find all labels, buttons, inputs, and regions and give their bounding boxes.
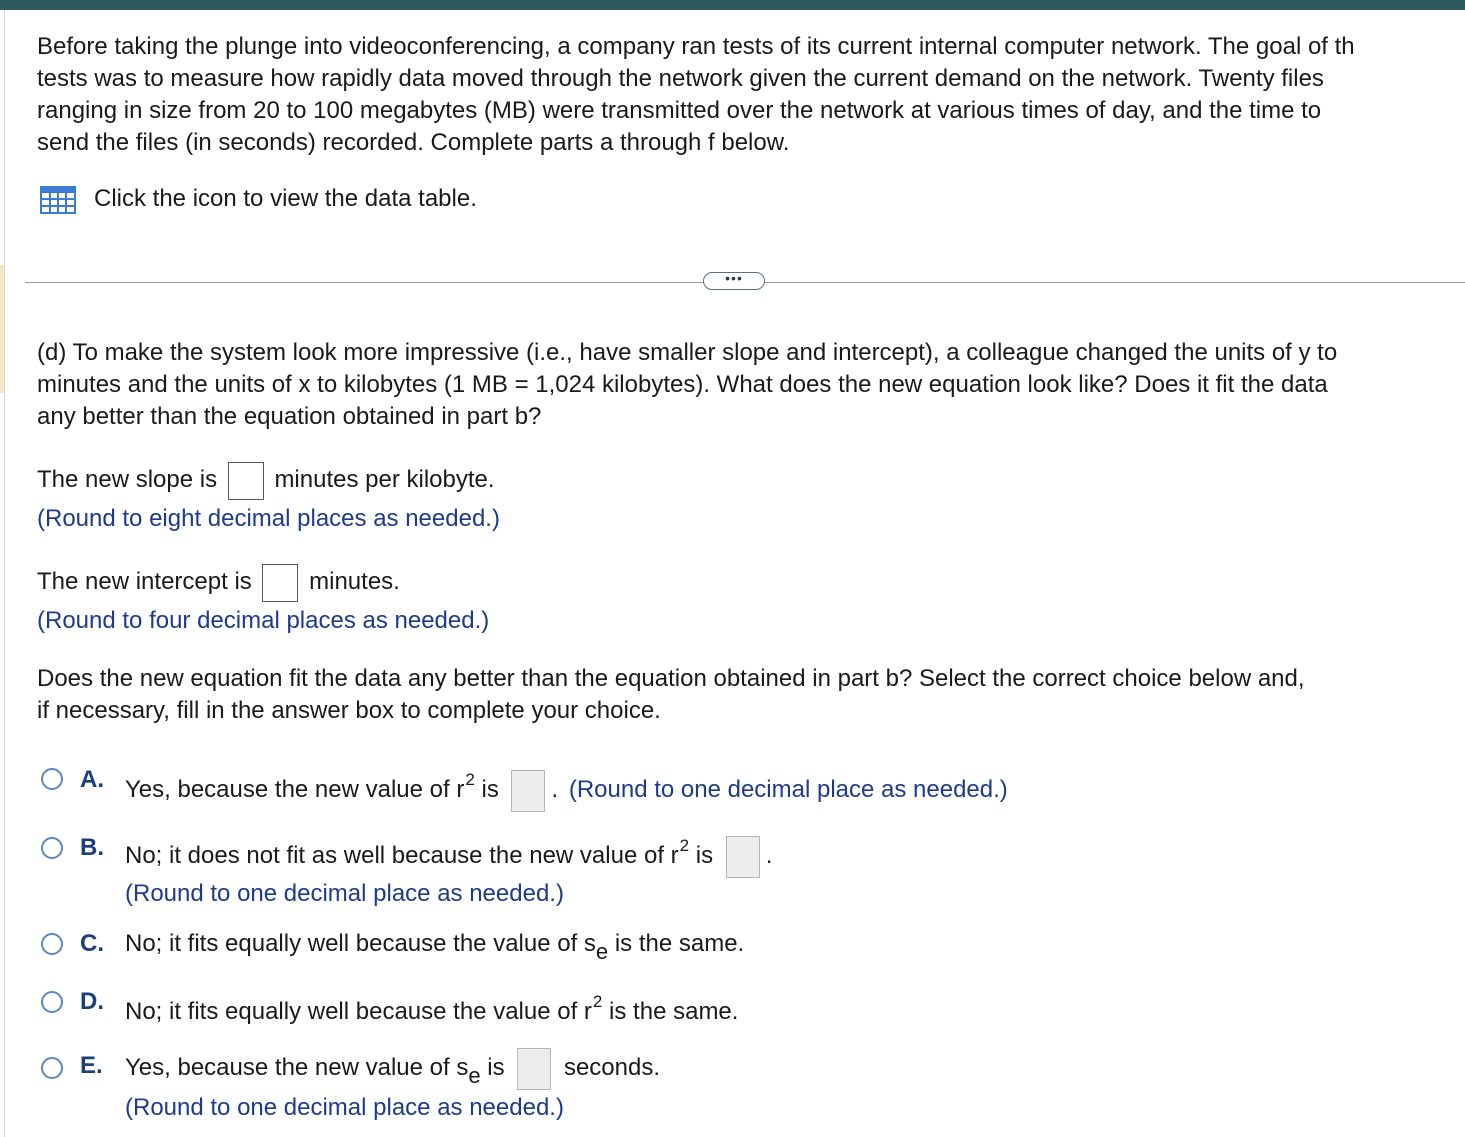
choice-a-answer-input[interactable] [511, 770, 545, 812]
choice-c-subscript: e [595, 939, 609, 964]
choice-e-subscript: e [468, 1063, 481, 1088]
choice-a-superscript: 2 [465, 770, 475, 789]
choice-c-letter: C. [80, 930, 104, 957]
choice-e-rounding-note: (Round to one decimal place as needed.) [125, 1094, 564, 1121]
choice-d-text-2: is the same. [602, 998, 739, 1025]
slope-row [37, 461, 495, 500]
intercept-suffix: minutes. [309, 568, 400, 595]
data-table-link[interactable]: Click the icon to view the data table. [94, 185, 477, 212]
choice-b-radio[interactable] [41, 837, 63, 859]
intercept-row [37, 563, 400, 602]
choice-e-units: seconds. [563, 1054, 661, 1081]
intro-line-4: send the files (in seconds) recorded. Complete parts a through f below. [37, 129, 790, 156]
question-d-line-2: minutes and the units of x to kilobytes (1 MB = 1,024 kilobytes). What does the new equation look like? Does it fit the data [37, 371, 1328, 398]
show-more-button[interactable]: ••• [703, 272, 765, 290]
choice-a-rounding-note: (Round to one decimal place as needed.) [568, 776, 1008, 803]
top-bar [0, 0, 1465, 10]
choice-d-superscript: 2 [592, 992, 603, 1011]
choice-a-period: . [551, 776, 559, 803]
slope-rounding-note: (Round to eight decimal places as needed.) [37, 505, 500, 532]
intercept-answer-input[interactable] [262, 564, 298, 602]
choice-b-text[interactable] [125, 834, 772, 880]
choice-b-superscript: 2 [679, 836, 690, 855]
question-d [37, 337, 1337, 433]
intro-line-3: ranging in size from 20 to 100 megabytes (MB) were transmitted over the network at various times of day, and the time to [37, 97, 1322, 124]
choice-e-answer-input[interactable] [517, 1048, 551, 1090]
intro-line-1: Before taking the plunge into videoconferencing, a company ran tests of its current internal computer network. The goal of th [37, 33, 1355, 60]
choice-e-text-1: Yes, because the new value of s [125, 1054, 469, 1081]
fit-question-line-1: Does the new equation fit the data any better than the equation obtained in part b? Select the correct choice below and, [37, 665, 1305, 692]
intro-line-2: tests was to measure how rapidly data moved through the network given the current demand on the network. Twenty files [37, 65, 1324, 92]
intercept-prefix: The new intercept is [37, 568, 252, 595]
choice-a-text[interactable] [125, 768, 1008, 814]
choice-a-text-1: Yes, because the new value of r [125, 776, 465, 803]
choice-b-text-1: No; it does not fit as well because the new value of r [125, 842, 679, 869]
choice-c-text[interactable] [125, 928, 745, 964]
choice-c-radio[interactable] [41, 933, 63, 955]
slope-suffix: minutes per kilobyte. [274, 466, 495, 493]
choice-b-period: . [765, 842, 773, 869]
choice-b-answer-input[interactable] [726, 836, 760, 878]
fit-question [37, 663, 1305, 727]
choice-b-text-2: is [689, 842, 714, 869]
choice-b-rounding-note: (Round to one decimal place as needed.) [125, 880, 564, 907]
question-d-line-1: (d) To make the system look more impressive (i.e., have smaller slope and intercept), a colleague changed the units of y to [37, 339, 1338, 366]
data-table-icon[interactable] [40, 186, 76, 214]
choice-e-radio[interactable] [41, 1057, 63, 1079]
choice-d-text-1: No; it fits equally well because the value of r [125, 998, 592, 1025]
choice-d-radio[interactable] [41, 991, 63, 1013]
choice-a-text-2: is [474, 776, 499, 803]
choice-c-text-2: is the same. [608, 930, 745, 957]
intro-paragraph [37, 31, 1465, 159]
intercept-rounding-note: (Round to four decimal places as needed.) [37, 607, 490, 634]
choice-d-letter: D. [80, 988, 104, 1015]
choice-a-radio[interactable] [41, 768, 63, 790]
choice-a-letter: A. [80, 766, 104, 793]
choice-e-text[interactable] [125, 1046, 660, 1090]
question-d-line-3: any better than the equation obtained in part b? [37, 403, 542, 430]
choice-d-text[interactable] [125, 992, 739, 1030]
choice-e-letter: E. [80, 1052, 103, 1079]
slope-answer-input[interactable] [228, 462, 264, 500]
left-highlight-mark [0, 265, 4, 393]
fit-question-line-2: if necessary, fill in the answer box to complete your choice. [37, 697, 661, 724]
choice-c-text-1: No; it fits equally well because the value of s [125, 930, 596, 957]
slope-prefix: The new slope is [37, 466, 218, 493]
choice-b-letter: B. [80, 834, 104, 861]
choice-e-text-2: is [480, 1054, 505, 1081]
left-border [4, 10, 5, 1137]
